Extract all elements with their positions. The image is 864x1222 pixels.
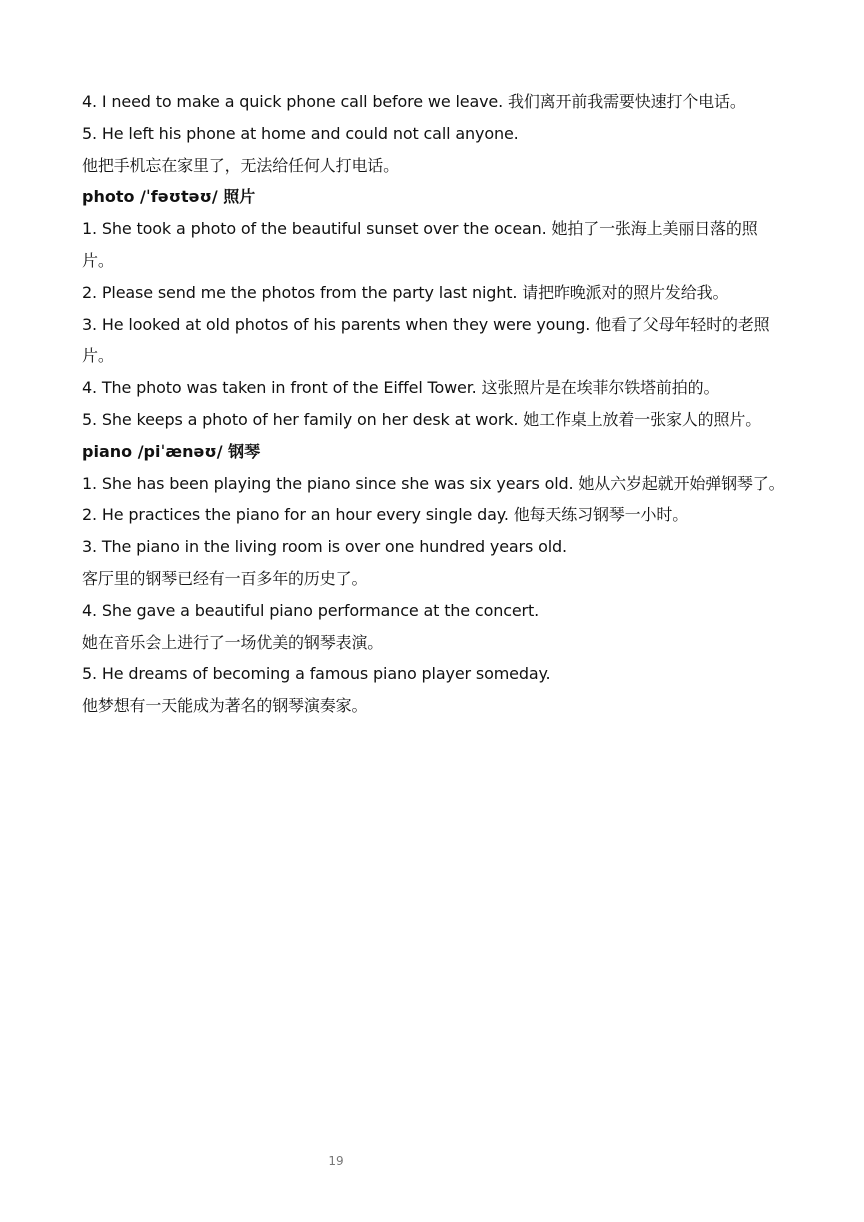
sentence-line: 2. He practices the piano for an hour every single day. 他每天练习钢琴一小时。	[82, 505, 689, 525]
sentence-line: 2. Please send me the photos from the party last night. 请把昨晚派对的照片发给我。	[82, 282, 729, 302]
sentence-line: 1. She took a photo of the beautiful sunset over the ocean. 她拍了一张海上美丽日落的照片。	[82, 219, 758, 270]
translation-line: 他梦想有一天能成为著名的钢琴演奏家。	[82, 696, 368, 716]
sentence-line: 3. The piano in the living room is over one hundred years old.	[82, 537, 567, 557]
sentence-line: 4. I need to make a quick phone call before we leave. 我们离开前我需要快速打个电话。	[82, 92, 746, 111]
sentence-line: 5. She keeps a photo of her family on her desk at work. 她工作桌上放着一张家人的照片。	[82, 409, 762, 429]
document-body	[82, 86, 788, 722]
translation-line: 她在音乐会上进行了一场优美的钢琴表演。	[82, 632, 384, 652]
sentence-line: 1. She has been playing the piano since she was six years old. 她从六岁起就开始弹钢琴了。	[82, 473, 785, 493]
translation-line: 客厅里的钢琴已经有一百多年的历史了。	[82, 568, 368, 588]
sentence-line: 4. She gave a beautiful piano performance at the concert.	[82, 600, 540, 620]
sentence-line: 5. He dreams of becoming a famous piano player someday.	[82, 664, 551, 684]
page-number: 19	[328, 1154, 344, 1168]
vocab-heading-photo: photo /ˈfəʊtəʊ/ 照片	[82, 187, 256, 207]
sentence-line: 4. The photo was taken in front of the Eiffel Tower. 这张照片是在埃菲尔铁塔前拍的。	[82, 378, 720, 398]
sentence-line: 3. He looked at old photos of his parents when they were young. 他看了父母年轻时的老照片。	[82, 314, 770, 366]
vocab-heading-piano: piano /piˈænəʊ/ 钢琴	[82, 441, 261, 461]
translation-line: 他把手机忘在家里了，无法给任何人打电话。	[82, 155, 400, 175]
sentence-line: 5. He left his phone at home and could not call anyone.	[82, 123, 519, 143]
